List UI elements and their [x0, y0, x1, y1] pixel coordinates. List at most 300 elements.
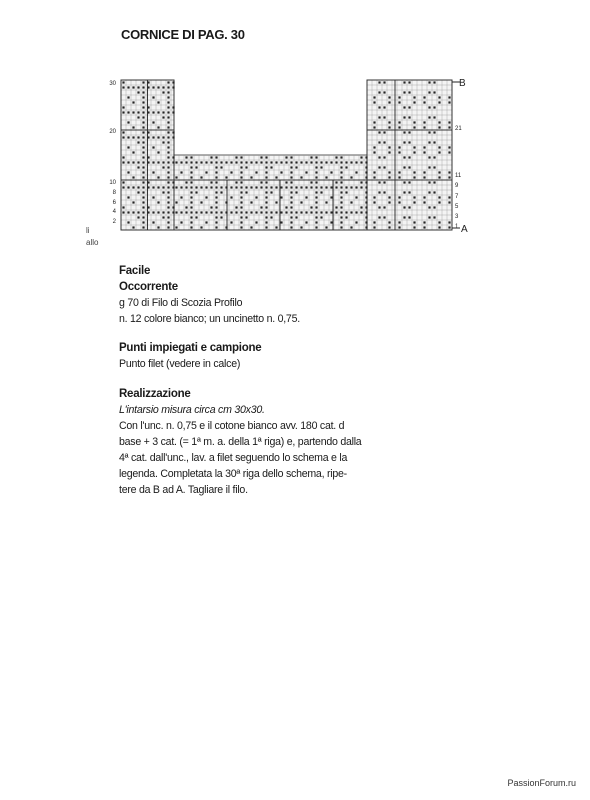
filled-cell	[255, 211, 257, 213]
filled-cell	[240, 206, 242, 208]
filled-cell	[195, 216, 197, 218]
filled-cell	[448, 96, 450, 98]
filled-cell	[270, 216, 272, 218]
filled-cell	[240, 226, 242, 228]
filled-cell	[438, 121, 440, 123]
filled-cell	[383, 156, 385, 158]
filled-cell	[167, 121, 169, 123]
filled-cell	[335, 186, 337, 188]
filled-cell	[142, 116, 144, 118]
filled-cell	[345, 161, 347, 163]
filled-cell	[413, 201, 415, 203]
filled-cell	[428, 106, 430, 108]
filled-cell	[433, 81, 435, 83]
filled-cell	[180, 171, 182, 173]
filled-cell	[250, 226, 252, 228]
filled-cell	[403, 216, 405, 218]
difficulty-label: Facile	[119, 265, 151, 277]
filled-cell	[180, 211, 182, 213]
filled-cell	[428, 91, 430, 93]
filled-cell	[127, 136, 129, 138]
filled-cell	[240, 166, 242, 168]
filled-cell	[215, 176, 217, 178]
filled-cell	[265, 211, 267, 213]
filled-cell	[413, 226, 415, 228]
filled-cell	[265, 206, 267, 208]
filled-cell	[190, 221, 192, 223]
filled-cell	[132, 136, 134, 138]
filled-cell	[270, 191, 272, 193]
filled-cell	[210, 161, 212, 163]
filled-cell	[167, 226, 169, 228]
filled-cell	[290, 186, 292, 188]
filled-cell	[167, 211, 169, 213]
filled-cell	[398, 226, 400, 228]
filled-cell	[413, 176, 415, 178]
filled-cell	[388, 196, 390, 198]
filled-cell	[137, 111, 139, 113]
row-label-left: 10	[109, 180, 116, 186]
filled-cell	[383, 216, 385, 218]
filled-cell	[167, 196, 169, 198]
filled-cell	[378, 81, 380, 83]
filled-cell	[398, 196, 400, 198]
filled-cell	[360, 211, 362, 213]
filled-cell	[315, 181, 317, 183]
filled-cell	[167, 181, 169, 183]
filled-cell	[383, 141, 385, 143]
filled-cell	[315, 216, 317, 218]
filled-cell	[438, 171, 440, 173]
filled-cell	[220, 166, 222, 168]
filled-cell	[152, 111, 154, 113]
filled-cell	[185, 186, 187, 188]
instructions-section	[119, 386, 361, 498]
filled-cell	[345, 191, 347, 193]
filled-cell	[245, 211, 247, 213]
filled-cell	[180, 221, 182, 223]
filled-cell	[373, 176, 375, 178]
filled-cell	[290, 156, 292, 158]
filled-cell	[142, 101, 144, 103]
filled-cell	[210, 211, 212, 213]
filled-cell	[413, 171, 415, 173]
filled-cell	[127, 86, 129, 88]
filled-cell	[320, 211, 322, 213]
filled-cell	[345, 211, 347, 213]
filled-cell	[275, 201, 277, 203]
filled-cell	[350, 211, 352, 213]
filled-cell	[132, 176, 134, 178]
filled-cell	[300, 211, 302, 213]
row-label-left: 20	[109, 129, 116, 135]
filled-cell	[428, 131, 430, 133]
filled-cell	[330, 196, 332, 198]
filled-cell	[265, 221, 267, 223]
filled-cell	[398, 151, 400, 153]
filled-cell	[240, 176, 242, 178]
filled-cell	[360, 206, 362, 208]
filled-cell	[325, 186, 327, 188]
filled-cell	[413, 146, 415, 148]
filled-cell	[365, 201, 367, 203]
filled-cell	[260, 186, 262, 188]
filled-cell	[378, 131, 380, 133]
filled-cell	[122, 111, 124, 113]
filled-cell	[185, 211, 187, 213]
filled-cell	[265, 186, 267, 188]
filled-cell	[167, 166, 169, 168]
filled-cell	[403, 91, 405, 93]
filled-cell	[142, 166, 144, 168]
filled-cell	[190, 171, 192, 173]
filled-cell	[195, 211, 197, 213]
filled-cell	[190, 161, 192, 163]
filled-cell	[245, 186, 247, 188]
filled-cell	[345, 216, 347, 218]
filled-cell	[142, 156, 144, 158]
filled-cell	[180, 186, 182, 188]
filled-cell	[290, 181, 292, 183]
filled-cell	[438, 151, 440, 153]
filled-cell	[142, 131, 144, 133]
filled-cell	[137, 166, 139, 168]
filled-cell	[448, 176, 450, 178]
filled-cell	[413, 96, 415, 98]
filled-cell	[423, 101, 425, 103]
filled-cell	[240, 201, 242, 203]
filled-cell	[315, 226, 317, 228]
filled-cell	[142, 141, 144, 143]
filled-cell	[132, 151, 134, 153]
filled-cell	[205, 211, 207, 213]
filled-cell	[320, 191, 322, 193]
filled-cell	[152, 171, 154, 173]
row-label-left: 2	[112, 219, 116, 225]
filled-cell	[408, 81, 410, 83]
filled-cell	[285, 206, 287, 208]
filled-cell	[122, 131, 124, 133]
filled-cell	[240, 186, 242, 188]
marker-a: A	[461, 224, 468, 235]
filled-cell	[285, 186, 287, 188]
filled-cell	[215, 186, 217, 188]
filled-cell	[122, 211, 124, 213]
filled-cell	[167, 96, 169, 98]
filled-cell	[383, 191, 385, 193]
filled-cell	[215, 181, 217, 183]
filled-cell	[365, 186, 367, 188]
filled-cell	[373, 201, 375, 203]
filled-cell	[235, 156, 237, 158]
filled-cell	[122, 206, 124, 208]
filled-cell	[423, 201, 425, 203]
filled-cell	[438, 101, 440, 103]
filled-cell	[388, 151, 390, 153]
filled-cell	[388, 126, 390, 128]
filled-cell	[142, 191, 144, 193]
row-label-right: 11	[455, 173, 462, 179]
filled-cell	[167, 216, 169, 218]
filled-cell	[162, 136, 164, 138]
filled-cell	[240, 221, 242, 223]
filled-cell	[428, 216, 430, 218]
filled-cell	[142, 201, 144, 203]
filled-cell	[210, 186, 212, 188]
filled-cell	[167, 86, 169, 88]
filled-cell	[142, 96, 144, 98]
filled-cell	[132, 226, 134, 228]
filled-cell	[335, 206, 337, 208]
filled-cell	[340, 181, 342, 183]
filled-cell	[190, 201, 192, 203]
marker-b: B	[459, 78, 466, 89]
filled-cell	[215, 166, 217, 168]
filled-cell	[448, 196, 450, 198]
filled-cell	[310, 211, 312, 213]
filled-cell	[408, 216, 410, 218]
filled-cell	[167, 106, 169, 108]
filled-cell	[220, 191, 222, 193]
filled-cell	[340, 191, 342, 193]
filled-cell	[167, 201, 169, 203]
filled-cell	[200, 201, 202, 203]
filled-cell	[225, 226, 227, 228]
filled-cell	[340, 156, 342, 158]
filled-cell	[142, 111, 144, 113]
filled-cell	[305, 196, 307, 198]
filled-cell	[190, 186, 192, 188]
filled-cell	[167, 191, 169, 193]
filled-cell	[383, 91, 385, 93]
filled-cell	[295, 166, 297, 168]
filled-cell	[408, 91, 410, 93]
filled-cell	[147, 106, 149, 108]
filled-cell	[290, 161, 292, 163]
filled-cell	[295, 186, 297, 188]
filled-cell	[195, 186, 197, 188]
filled-cell	[325, 176, 327, 178]
instruction-line: 4ª cat. dall'unc., lav. a filet seguendo lo schema e la	[119, 452, 348, 464]
filled-cell	[205, 171, 207, 173]
filled-cell	[265, 216, 267, 218]
filled-cell	[315, 166, 317, 168]
filled-cell	[127, 96, 129, 98]
filled-cell	[220, 216, 222, 218]
filled-cell	[360, 156, 362, 158]
filled-cell	[355, 196, 357, 198]
filled-cell	[300, 201, 302, 203]
filled-cell	[195, 166, 197, 168]
filled-cell	[290, 211, 292, 213]
filled-cell	[122, 186, 124, 188]
filled-cell	[373, 151, 375, 153]
filled-cell	[157, 136, 159, 138]
filled-cell	[388, 96, 390, 98]
filled-cell	[215, 156, 217, 158]
filled-cell	[365, 221, 367, 223]
filled-cell	[162, 166, 164, 168]
filled-cell	[433, 131, 435, 133]
filled-cell	[122, 106, 124, 108]
filled-cell	[265, 191, 267, 193]
filled-cell	[408, 166, 410, 168]
filled-cell	[225, 161, 227, 163]
filled-cell	[152, 161, 154, 163]
filled-cell	[413, 101, 415, 103]
filled-cell	[388, 226, 390, 228]
row-label-left: 6	[112, 200, 116, 206]
filled-cell	[230, 161, 232, 163]
filled-cell	[305, 221, 307, 223]
filled-cell	[340, 201, 342, 203]
filled-cell	[175, 176, 177, 178]
filled-cell	[265, 161, 267, 163]
filet-chart-svg	[0, 0, 590, 260]
filled-cell	[142, 126, 144, 128]
filled-cell	[157, 86, 159, 88]
filled-cell	[137, 86, 139, 88]
filled-cell	[132, 111, 134, 113]
filled-cell	[365, 171, 367, 173]
filled-cell	[290, 226, 292, 228]
filled-cell	[315, 156, 317, 158]
filled-cell	[235, 206, 237, 208]
filled-cell	[413, 196, 415, 198]
filled-cell	[132, 186, 134, 188]
filled-cell	[152, 121, 154, 123]
filled-cell	[315, 176, 317, 178]
filled-cell	[383, 206, 385, 208]
row-label-right: 1	[455, 224, 459, 230]
filled-cell	[398, 146, 400, 148]
filled-cell	[147, 156, 149, 158]
instruction-line: Con l'unc. n. 0,75 e il cotone bianco avv. 180 cat. d	[119, 420, 345, 432]
filled-cell	[265, 156, 267, 158]
filled-cell	[433, 91, 435, 93]
filled-cell	[260, 211, 262, 213]
filled-cell	[142, 146, 144, 148]
filled-cell	[167, 171, 169, 173]
filled-cell	[295, 161, 297, 163]
filled-cell	[157, 111, 159, 113]
materials-section	[119, 263, 300, 327]
filled-cell	[383, 131, 385, 133]
filled-cell	[172, 131, 174, 133]
filled-cell	[403, 116, 405, 118]
punti-line: Punto filet (vedere in calce)	[119, 358, 241, 370]
filled-cell	[172, 106, 174, 108]
filled-cell	[137, 191, 139, 193]
filled-cell	[275, 176, 277, 178]
margin-fragment: li	[86, 226, 90, 235]
filled-cell	[300, 226, 302, 228]
filled-cell	[167, 131, 169, 133]
filled-cell	[167, 111, 169, 113]
filled-cell	[250, 186, 252, 188]
filled-cell	[240, 191, 242, 193]
filled-cell	[340, 166, 342, 168]
row-label-left: 30	[109, 81, 116, 87]
filled-cell	[167, 206, 169, 208]
filled-cell	[398, 221, 400, 223]
filled-cell	[365, 226, 367, 228]
filled-cell	[438, 221, 440, 223]
filled-cell	[408, 181, 410, 183]
filled-cell	[335, 161, 337, 163]
filled-cell	[373, 171, 375, 173]
instruction-line: base + 3 cat. (= 1ª m. a. della 1ª riga) e, partendo dalla	[119, 436, 362, 448]
filled-cell	[205, 221, 207, 223]
filled-cell	[205, 196, 207, 198]
filled-cell	[205, 161, 207, 163]
filled-cell	[340, 206, 342, 208]
filled-cell	[275, 186, 277, 188]
filled-cell	[403, 106, 405, 108]
filled-cell	[147, 161, 149, 163]
filled-cell	[195, 161, 197, 163]
filled-cell	[265, 196, 267, 198]
filled-cell	[388, 101, 390, 103]
filled-cell	[360, 161, 362, 163]
filled-cell	[172, 186, 174, 188]
filled-cell	[408, 141, 410, 143]
filled-cell	[383, 106, 385, 108]
filled-cell	[245, 216, 247, 218]
filled-cell	[122, 81, 124, 83]
filled-cell	[423, 146, 425, 148]
filled-cell	[162, 86, 164, 88]
filled-cell	[388, 146, 390, 148]
filled-cell	[413, 121, 415, 123]
filled-cell	[255, 221, 257, 223]
size-note: L'intarsio misura circa cm 30x30.	[119, 404, 265, 416]
filled-cell	[285, 181, 287, 183]
filled-cell	[423, 176, 425, 178]
realizzazione-heading: Realizzazione	[119, 388, 191, 400]
filled-cell	[265, 226, 267, 228]
filled-cell	[355, 211, 357, 213]
filled-cell	[152, 136, 154, 138]
filled-cell	[373, 96, 375, 98]
filled-cell	[378, 166, 380, 168]
filled-cell	[315, 201, 317, 203]
filled-cell	[147, 111, 149, 113]
filled-cell	[305, 186, 307, 188]
filled-cell	[428, 116, 430, 118]
filled-cell	[255, 161, 257, 163]
filled-cell	[132, 161, 134, 163]
filled-cell	[265, 201, 267, 203]
filled-cell	[142, 91, 144, 93]
filled-cell	[315, 186, 317, 188]
filled-cell	[142, 121, 144, 123]
filled-cell	[433, 216, 435, 218]
filled-cell	[240, 216, 242, 218]
filled-cell	[127, 161, 129, 163]
filled-cell	[240, 161, 242, 163]
filled-cell	[137, 136, 139, 138]
filled-cell	[172, 161, 174, 163]
filled-cell	[428, 81, 430, 83]
filled-cell	[195, 191, 197, 193]
filled-cell	[373, 121, 375, 123]
filled-cell	[433, 156, 435, 158]
filled-cell	[295, 211, 297, 213]
filled-cell	[122, 181, 124, 183]
filled-cell	[398, 101, 400, 103]
filled-cell	[127, 111, 129, 113]
